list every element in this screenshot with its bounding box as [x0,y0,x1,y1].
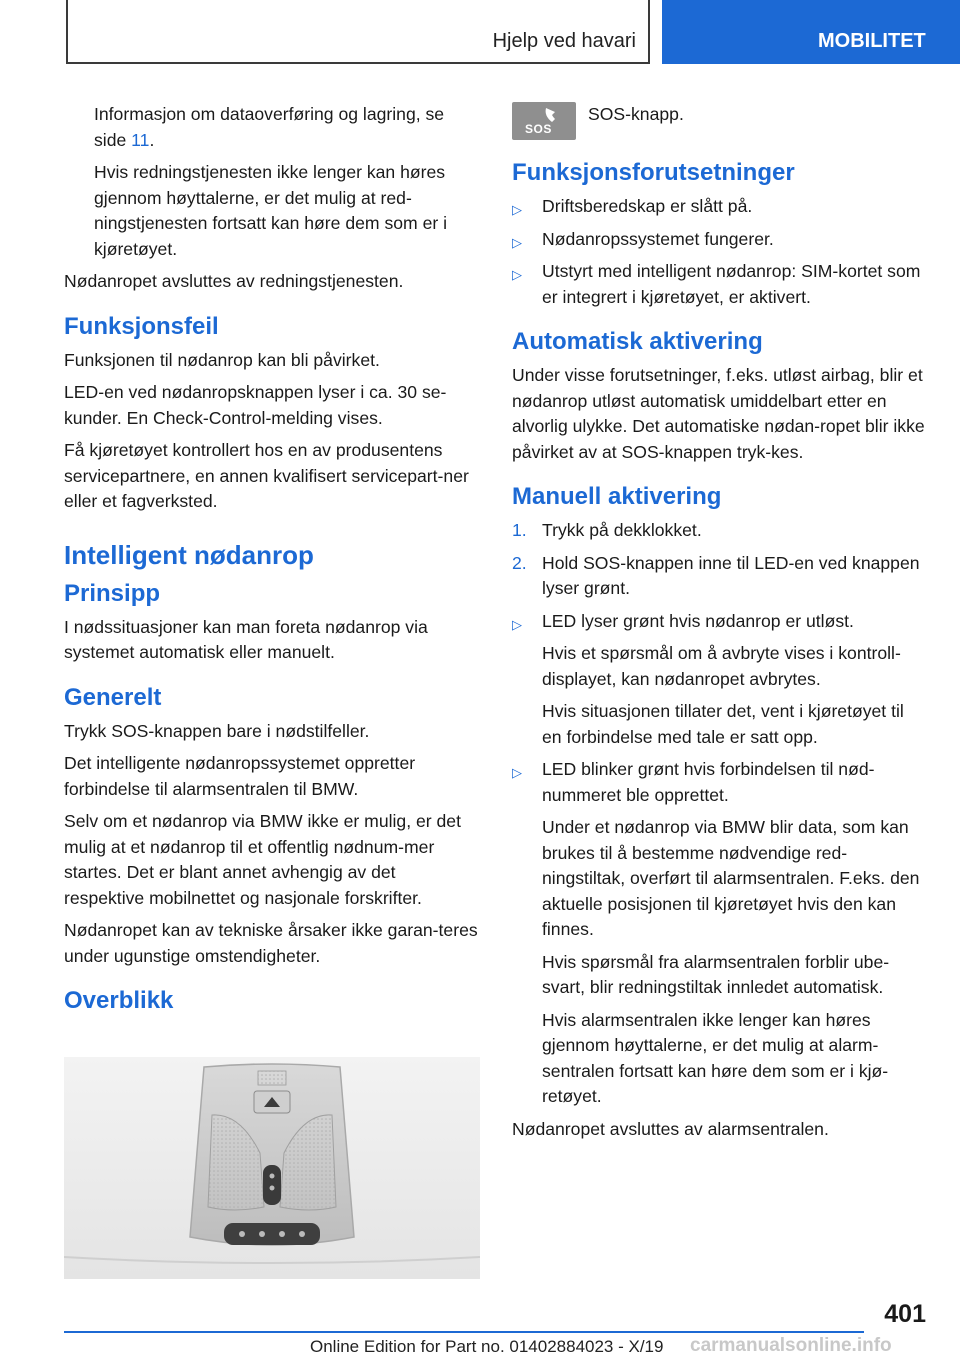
led-green-cancel-text: Hvis et spørsmål om å avbryte vises i kontroll‐displayet, kan nødanropet avbrytes. [542,643,901,689]
heading-overblikk: Overblikk [64,987,174,1014]
sos-button-label: SOS-knapp. [588,104,684,124]
step-text: Trykk på dekklokket. [542,520,702,540]
led-green-wait-text: Hvis situasjonen tillater det, vent i kjøretøyet til en forbindelse med tale er satt opp. [542,701,904,747]
manual-steps-list [512,518,928,602]
footer-edition: Online Edition for Part no. 01402884023 - X/19 [310,1337,664,1356]
led-blink-text: LED blinker grønt hvis forbindelsen til nød‐nummeret ble opprettet. [542,759,875,805]
led-blink-unanswered-text: Hvis spørsmål fra alarmsentralen forblir ube‐svart, blir redningstiltak innledet automatisk. [542,951,890,997]
step-number: 1. [512,520,527,540]
header-section-title: Hjelp ved havari [492,30,636,52]
heading-funksjonsforutsetninger: Funksjonsforutsetninger [512,159,795,186]
page-number: 401 [884,1300,926,1328]
automatic-paragraph: Under visse forutsetninger, f.eks. utløst airbag, blir et nødanrop utløst automatisk umiddelbart etter en alvorlig ulykke. Det automatiske nødan‐ropet blir ikke påvirket av at SOS-knappen tryk‐kes. [512,365,925,462]
info-text: Informasjon om dataoverføring og lagring, se side [94,104,445,150]
header-section-box [66,0,650,64]
led-green-text: LED lyser grønt hvis nødanrop er utløst. [542,610,854,631]
step-text: Hold SOS-knappen inne til LED-en ved knappen lyser grønt. [542,552,920,598]
led-status-list [512,609,928,1110]
led-blink-speaker-text: Hvis alarmsentralen ikke lenger kan høres gjennom høyttalerne, er det mulig at alarm‐sentralen fortsatt kan høre dem som er i kjø‐retøyet. [542,1009,889,1106]
malfunction-p2: LED-en ved nødanropsknappen lyser i ca. 30 se‐kunder. En Check-Control-melding vises. [64,382,447,428]
list-item [512,227,928,253]
principle-paragraph: I nødssituasjoner kan man foreta nødanrop via systemet automatisk eller manuelt. [64,616,428,662]
overhead-console-image [64,1057,480,1279]
sos-button-row [512,102,928,140]
requirements-list [512,194,928,310]
general-p1: Trykk SOS-knappen bare i nødstilfeller. [64,720,370,741]
heading-generelt: Generelt [64,683,162,711]
overhead-console-illustration [64,1057,480,1279]
step-number: 2. [512,552,527,573]
end-alarm-paragraph: Nødanropet avsluttes av alarmsentralen. [512,1118,829,1139]
info-paragraph [64,102,480,153]
malfunction-p1: Funksjonen til nødanrop kan bli påvirket. [64,349,380,370]
speaker-paragraph: Hvis redningstjenesten ikke lenger kan høres gjennom høyttalerne, er det mulig at red‐ningstjenesten fortsatt kan høre dem som er i kjøretøyet. [94,162,448,259]
list-item [512,757,928,1110]
general-p3: Selv om et nødanrop via BMW ikke er mulig, er det mulig at et nødanrop til et offentlig nødnum‐mer startes. Det er blant annet avhengig av det respektive mobilnettet og nasjonale forskrifter. [64,811,461,908]
heading-prinsipp: Prinsipp [64,579,161,607]
info-text-end: . [149,129,155,150]
step-item [512,518,928,544]
heading-automatisk-aktivering: Automatisk aktivering [512,328,763,355]
footer-watermark: carmanualsonline.info [690,1335,892,1356]
list-item [512,259,928,310]
list-item [512,609,928,751]
heading-funksjonsfeil: Funksjonsfeil [64,312,219,340]
footer-divider [64,1331,864,1333]
sos-icon-text: SOS [525,122,552,136]
right-column [512,102,928,1149]
end-call-paragraph: Nødanropet avsluttes av redningstjenesten. [64,271,404,291]
malfunction-p3: Få kjøretøyet kontrollert hos en av produsentens servicepartnere, en annen kvalifisert servicepart‐ner eller et fagverksted. [64,440,469,511]
list-item [512,194,928,220]
triangle-bullet-icon: ▷ [512,267,522,282]
triangle-bullet-icon: ▷ [512,202,522,217]
led-blink-data-text: Under et nødanrop via BMW blir data, som kan brukes til å bestemme nødvendige red‐ningstiltak, overført til alarmsentralen. F.eks. den aktuelle posisjonen til kjøretøyet hvis den kan finnes. [542,817,920,939]
list-item-text: Utstyrt med intelligent nødanrop: SIM-kortet som er integrert i kjøretøyet, er aktivert. [542,261,921,307]
step-item [512,551,928,602]
left-column [64,102,480,1022]
list-item-text: Driftsberedskap er slått på. [542,196,753,216]
triangle-bullet-icon: ▷ [512,765,522,780]
list-item-text: Nødanropssystemet fungerer. [542,228,774,249]
page-link-11[interactable]: 11 [131,129,150,150]
heading-manuell-aktivering: Manuell aktivering [512,483,722,510]
triangle-bullet-icon: ▷ [512,234,522,250]
header-chapter-tab[interactable]: MOBILITET [662,0,960,64]
heading-intelligent-nodanrop: Intelligent nødanrop [64,539,314,570]
general-p2: Det intelligente nødanropssystemet oppretter forbindelse til alarmsentralen til BMW. [64,753,416,799]
triangle-bullet-icon: ▷ [512,616,522,632]
sos-button-icon [512,102,576,140]
general-p4: Nødanropet kan av tekniske årsaker ikke garan‐teres under ugunstige omstendigheter. [64,920,478,966]
